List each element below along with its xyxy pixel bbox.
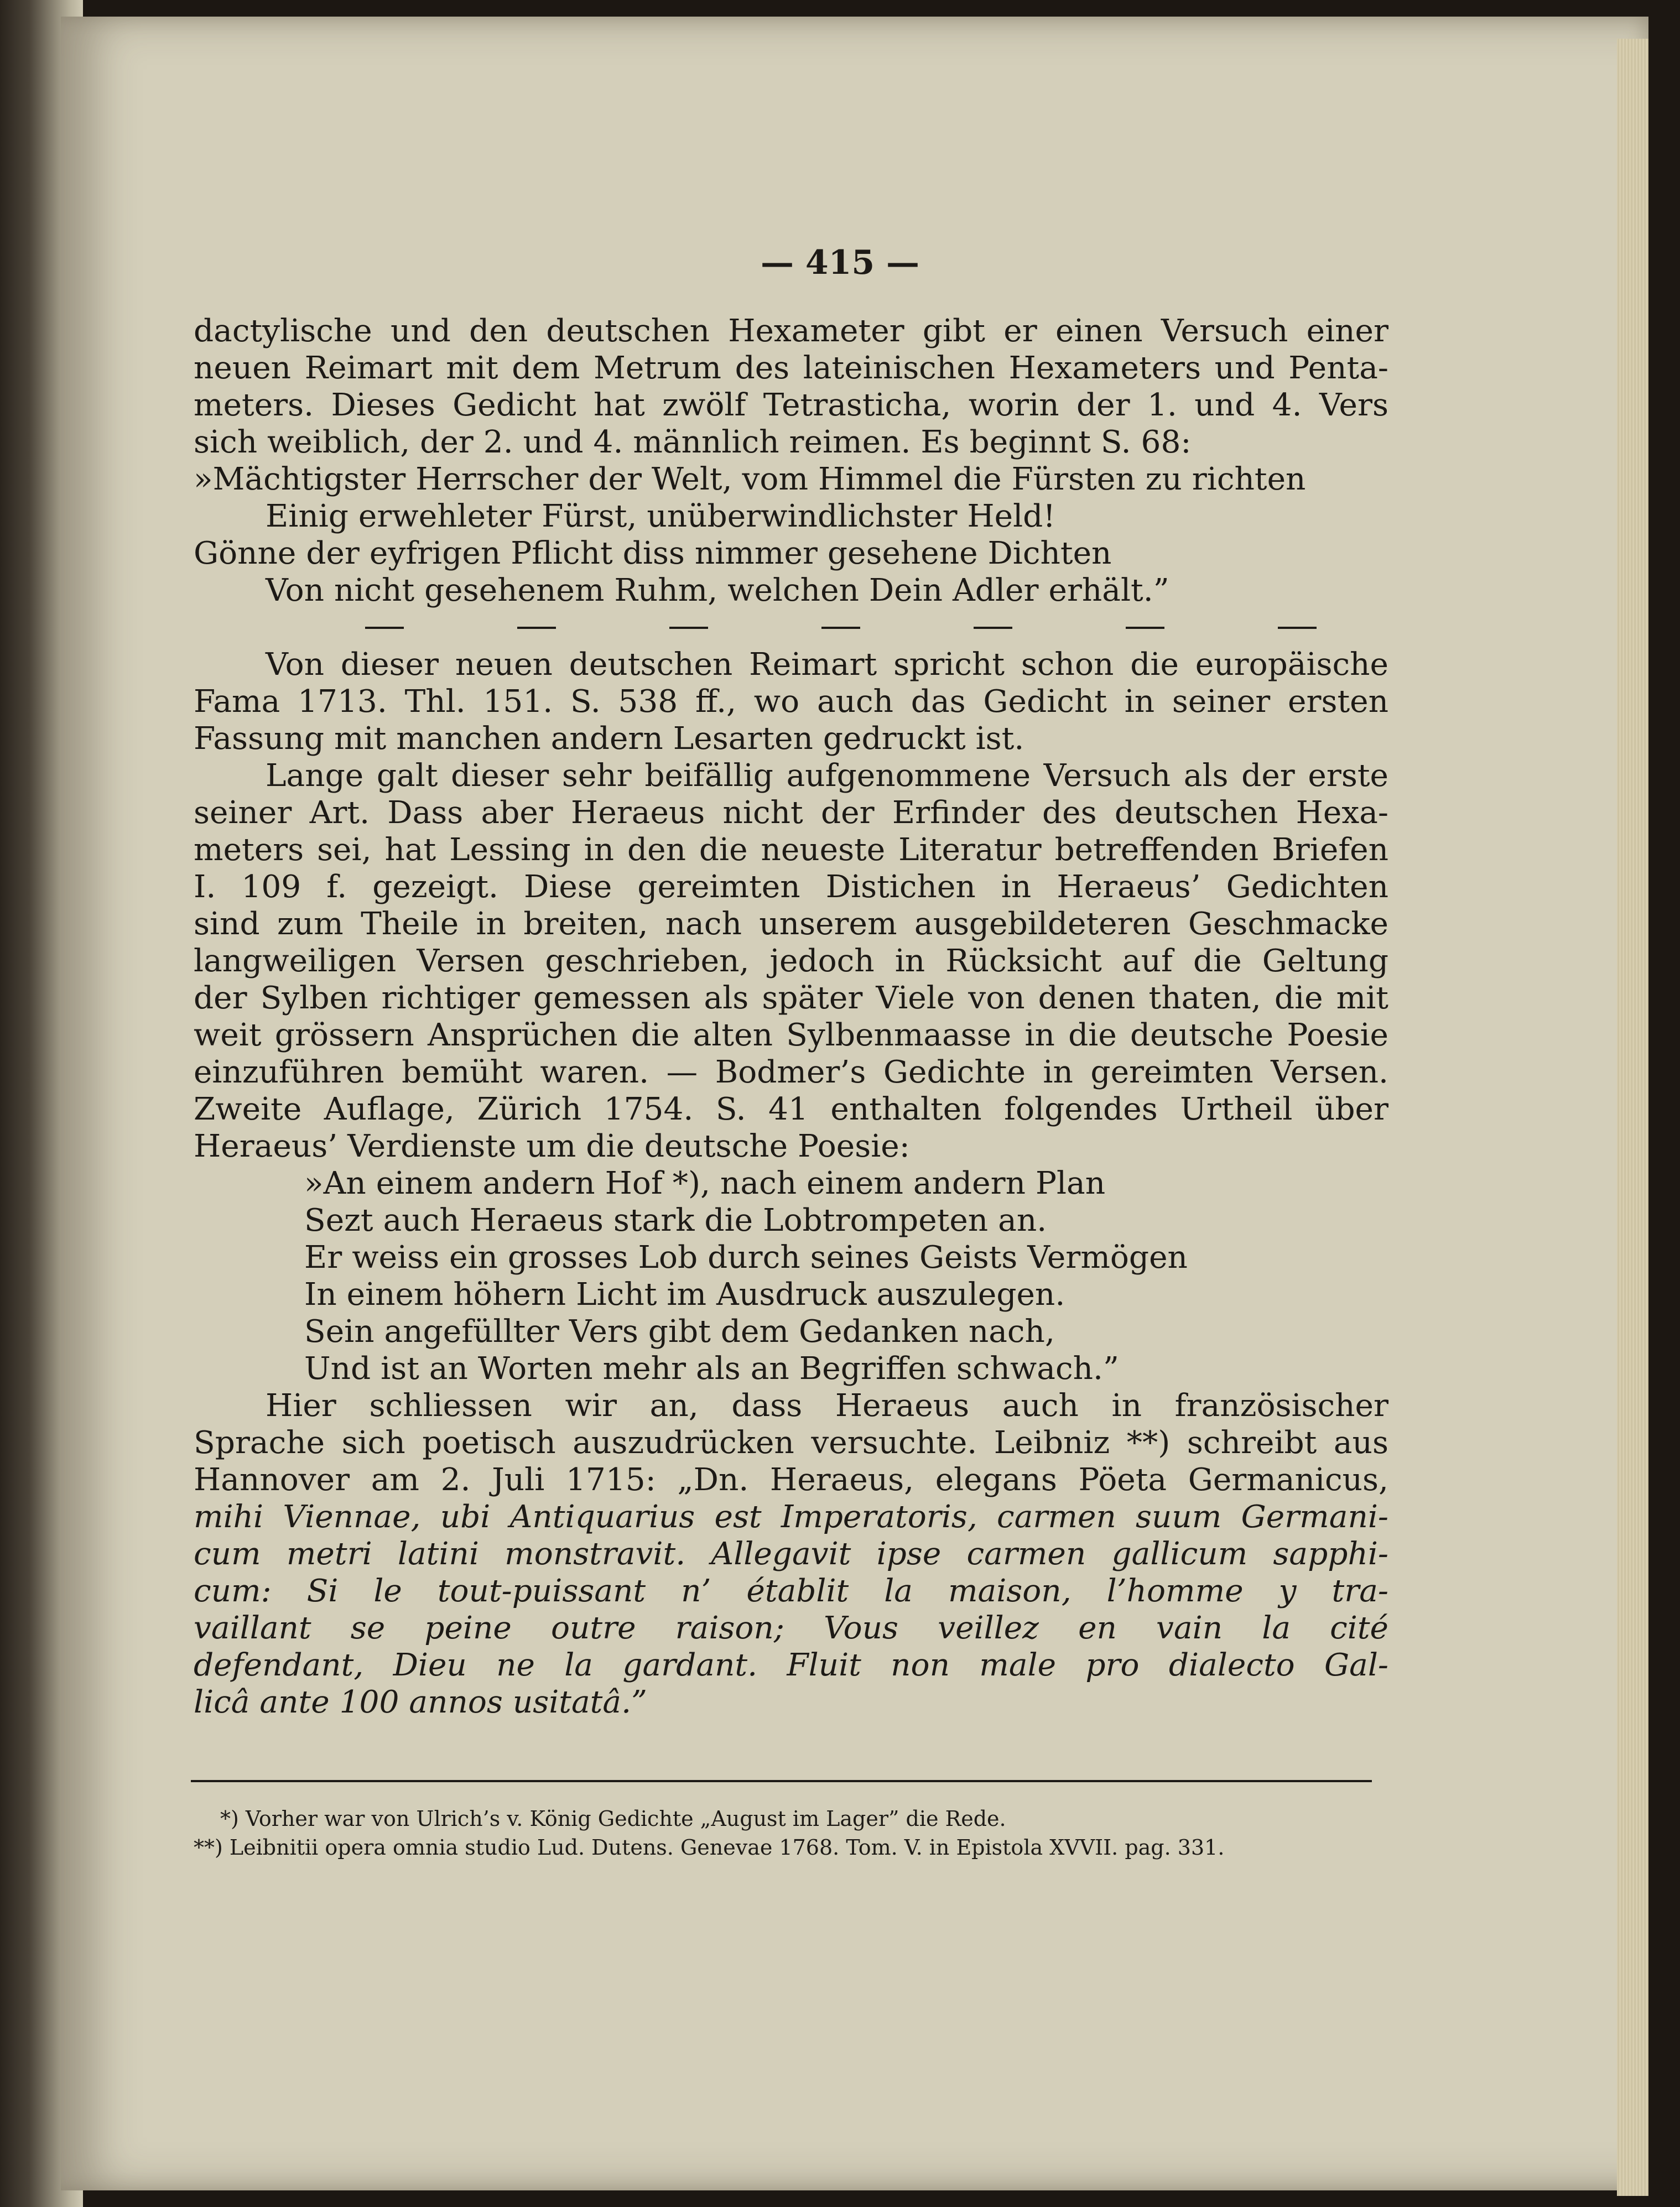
footnote-1: *) Vorher war von Ulrich’s v. König Gedichte „August im Lager” die Rede. bbox=[220, 1807, 1006, 1831]
text-line: Lange galt dieser sehr beifällig aufgenommene Versuch als der erste bbox=[266, 758, 1388, 794]
verse-line: Sein angefüllter Vers gibt dem Gedanken nach, bbox=[304, 1314, 1055, 1350]
text-line: Sprache sich poetisch auszudrücken versuchte. Leibniz **) schreibt aus bbox=[194, 1425, 1388, 1461]
latin-quote-line: cum: Si le tout-puissant n’ établit la maison, l’homme y tra- bbox=[194, 1573, 1388, 1609]
text-line: meters sei, hat Lessing in den die neueste Literatur betreffenden Briefen bbox=[194, 832, 1388, 868]
latin-quote-line: vaillant se peine outre raison; Vous veillez en vain la cité bbox=[194, 1610, 1388, 1646]
verse-line: In einem höhern Licht im Ausdruck auszulegen. bbox=[304, 1277, 1065, 1313]
latin-quote-line: cum metri latini monstravit. Allegavit ipse carmen gallicum sapphi- bbox=[194, 1536, 1388, 1572]
text-line: Hannover am 2. Juli 1715: „Dn. Heraeus, elegans Pöeta Germanicus, bbox=[194, 1462, 1388, 1498]
footnote-2: **) Leibnitii opera omnia studio Lud. Dutens. Genevae 1768. Tom. V. in Epistola XVVII. pag. 331. bbox=[194, 1835, 1225, 1860]
text-line: weit grössern Ansprüchen die alten Sylbenmaasse in die deutsche Poesie bbox=[194, 1017, 1388, 1053]
text-line: dactylische und den deutschen Hexameter gibt er einen Versuch einer bbox=[194, 313, 1388, 349]
text-line: Heraeus’ Verdienste um die deutsche Poesie: bbox=[194, 1128, 910, 1164]
text-line: Fassung mit manchen andern Lesarten gedruckt ist. bbox=[194, 721, 1024, 757]
text-line: einzuführen bemüht waren. — Bodmer’s Gedichte in gereimten Versen. bbox=[194, 1054, 1388, 1090]
text-line: neuen Reimart mit dem Metrum des lateinischen Hexameters und Penta- bbox=[194, 350, 1388, 386]
verse-line: Von nicht gesehenem Ruhm, welchen Dein Adler erhält.” bbox=[266, 572, 1169, 608]
verse-line: Er weiss ein grosses Lob durch seines Geists Vermögen bbox=[304, 1240, 1188, 1276]
text-line: sind zum Theile in breiten, nach unserem ausgebildeteren Geschmacke bbox=[194, 906, 1388, 942]
text-line: sich weiblich, der 2. und 4. männlich reimen. Es beginnt S. 68: bbox=[194, 424, 1192, 460]
footnotes bbox=[194, 1804, 1388, 1862]
latin-quote-line: licâ ante 100 annos usitatâ.” bbox=[194, 1684, 647, 1720]
body-text bbox=[194, 313, 1388, 1721]
verse-line: Sezt auch Heraeus stark die Lobtrompeten an. bbox=[304, 1203, 1047, 1238]
text-line: meters. Dieses Gedicht hat zwölf Tetrasticha, worin der 1. und 4. Vers bbox=[194, 387, 1388, 423]
footnote-rule bbox=[191, 1780, 1372, 1782]
page-edges bbox=[1617, 39, 1648, 2196]
verse-line: Gönne der eyfrigen Pflicht diss nimmer gesehene Dichten bbox=[194, 535, 1112, 571]
text-line: I. 109 f. gezeigt. Diese gereimten Distichen in Heraeus’ Gedichten bbox=[194, 869, 1388, 905]
verse-line: »An einem andern Hof *), nach einem andern Plan bbox=[304, 1165, 1106, 1201]
verse-line: Und ist an Worten mehr als an Begriffen schwach.” bbox=[304, 1351, 1119, 1387]
latin-quote-line: mihi Viennae, ubi Antiquarius est Imperatoris, carmen suum Germani- bbox=[194, 1499, 1388, 1535]
text-line: Von dieser neuen deutschen Reimart spricht schon die europäische bbox=[266, 647, 1388, 683]
latin-quote-line: defendant, Dieu ne la gardant. Fluit non male pro dialecto Gal- bbox=[194, 1647, 1388, 1683]
text-line: Fama 1713. Thl. 151. S. 538 ff., wo auch das Gedicht in seiner ersten bbox=[194, 684, 1388, 720]
text-line: Hier schliessen wir an, dass Heraeus auch in französischer bbox=[266, 1388, 1388, 1424]
text-line: langweiligen Versen geschrieben, jedoch in Rücksicht auf die Geltung bbox=[194, 943, 1388, 979]
text-line: seiner Art. Dass aber Heraeus nicht der Erfinder des deutschen Hexa- bbox=[194, 795, 1388, 831]
verse-line: Einig erwehleter Fürst, unüberwindlichster Held! bbox=[266, 498, 1056, 534]
page-number: — 415 — bbox=[760, 243, 920, 282]
text-line: der Sylben richtiger gemessen als später Viele von denen thaten, die mit bbox=[194, 980, 1388, 1016]
verse-line: »Mächtigster Herrscher der Welt, vom Himmel die Fürsten zu richten bbox=[194, 461, 1306, 497]
section-divider bbox=[194, 609, 1388, 646]
text-line: Zweite Auflage, Zürich 1754. S. 41 enthalten folgendes Urtheil über bbox=[194, 1091, 1388, 1127]
